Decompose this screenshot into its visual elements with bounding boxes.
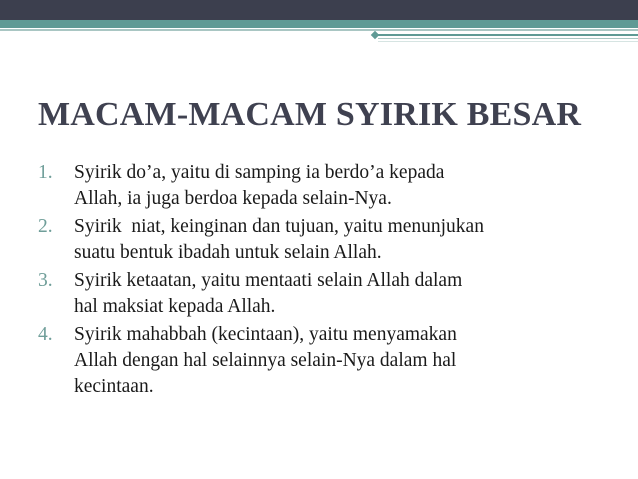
list-item [38, 268, 608, 320]
list-number: 4. [38, 324, 53, 345]
list-item-text: hal maksiat kepada Allah. [74, 296, 276, 317]
syirik-list [38, 160, 608, 402]
slide-title: MACAM-MACAM SYIRIK BESAR [38, 96, 582, 133]
list-item [38, 322, 608, 400]
list-item-text: Allah dengan hal selainnya selain-Nya dalam hal [74, 350, 457, 371]
list-item [38, 160, 608, 212]
header-bar-teal [0, 20, 638, 28]
header-bar-thin [0, 29, 638, 31]
list-item-text: suatu bentuk ibadah untuk selain Allah. [74, 242, 382, 263]
list-item-text: kecintaan. [74, 376, 154, 397]
list-item [38, 214, 608, 266]
list-item-text: Syirik niat, keinginan dan tujuan, yaitu menunjukan [74, 216, 484, 237]
list-item-text: Allah, ia juga berdoa kepada selain-Nya. [74, 188, 392, 209]
accent-line [378, 41, 638, 42]
list-number: 2. [38, 216, 53, 237]
list-item-text: Syirik do’a, yaitu di samping ia berdo’a kepada [74, 162, 445, 183]
accent-line [378, 38, 638, 39]
header-bar-dark [0, 0, 638, 20]
list-number: 3. [38, 270, 53, 291]
list-item-text: Syirik ketaatan, yaitu mentaati selain Allah dalam [74, 270, 463, 291]
list-number: 1. [38, 162, 53, 183]
list-item-text: Syirik mahabbah (kecintaan), yaitu menyamakan [74, 324, 457, 345]
accent-line [378, 34, 638, 36]
